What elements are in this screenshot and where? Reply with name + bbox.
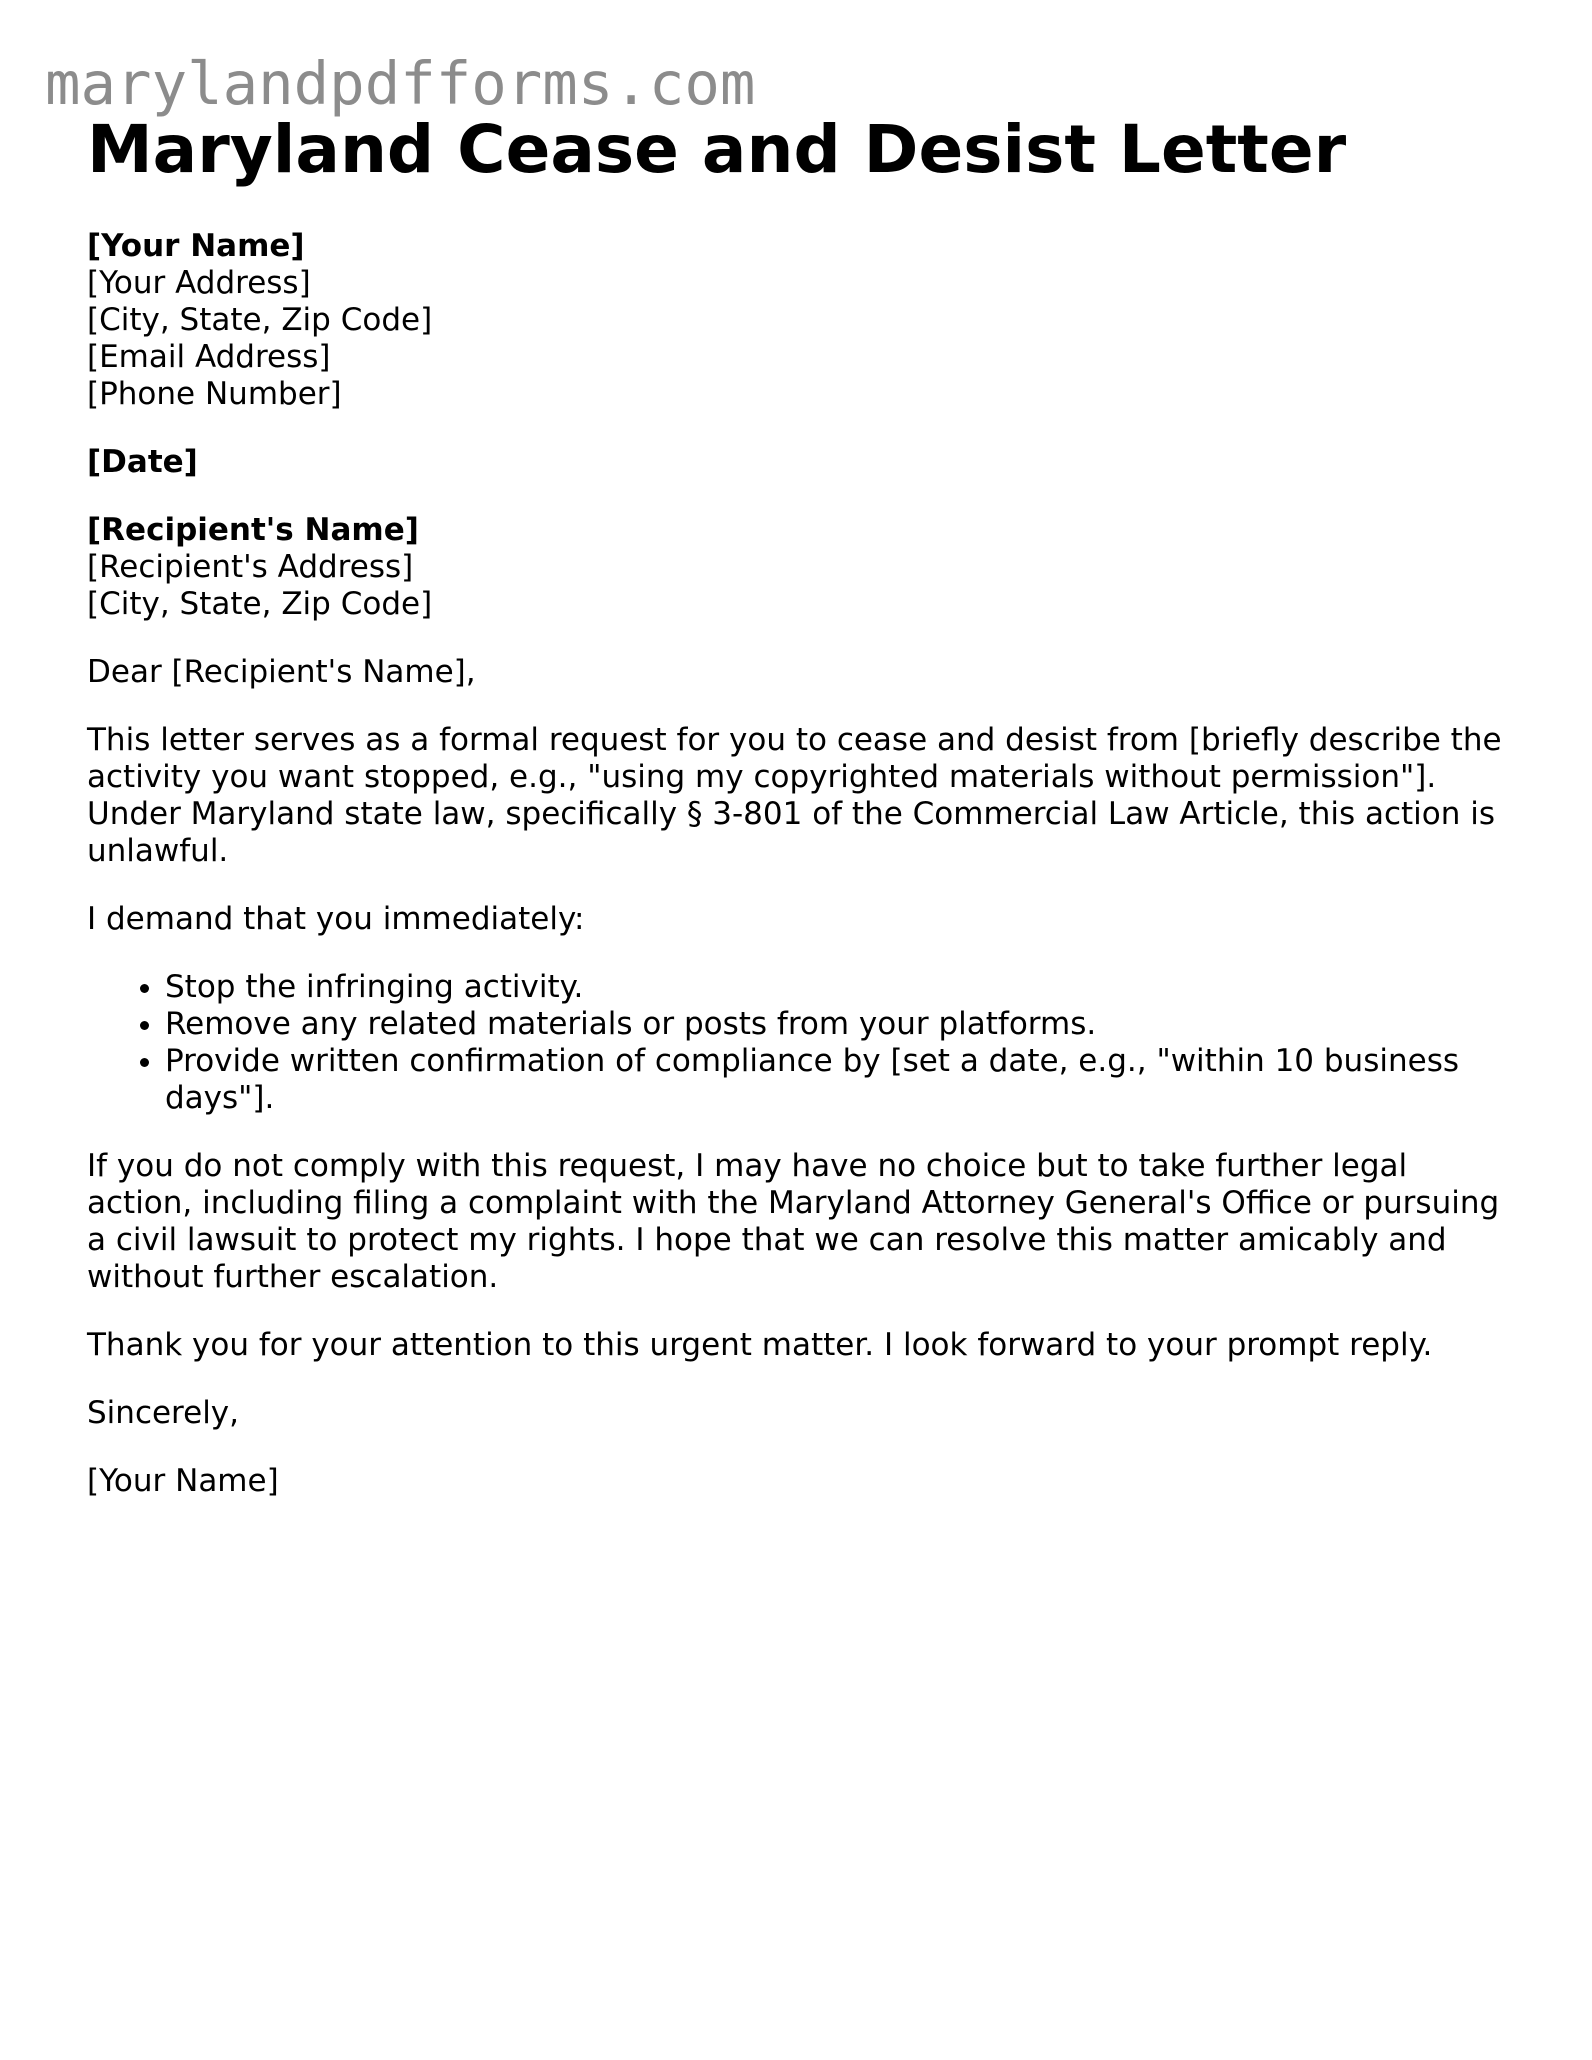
body-paragraph-3-block bbox=[87, 1327, 1507, 1364]
recipient-city-state-zip: [City, State, Zip Code] bbox=[87, 586, 433, 622]
site-watermark: marylandpdfforms.com bbox=[45, 49, 756, 118]
recipient-address: [Recipient's Address] bbox=[87, 549, 414, 585]
sender-phone: [Phone Number] bbox=[87, 376, 342, 412]
sender-address: [Your Address] bbox=[87, 265, 311, 301]
body-paragraph-2-block bbox=[87, 1148, 1507, 1296]
salutation-block bbox=[87, 654, 1507, 691]
signature: [Your Name] bbox=[87, 1463, 279, 1499]
signature-block bbox=[87, 1463, 1507, 1500]
sender-city-state-zip: [City, State, Zip Code] bbox=[87, 302, 433, 338]
letter-page bbox=[87, 108, 1507, 1500]
page-title: Maryland Cease and Desist Letter bbox=[87, 111, 1347, 188]
demand-item: • Remove any related materials or posts from your platforms. bbox=[165, 1006, 1507, 1043]
demands-list bbox=[87, 969, 1507, 1117]
closing: Sincerely, bbox=[87, 1395, 240, 1431]
date-block bbox=[87, 444, 1507, 481]
salutation: Dear [Recipient's Name], bbox=[87, 654, 476, 690]
body-paragraph-3: Thank you for your attention to this urgent matter. I look forward to your prompt reply. bbox=[87, 1327, 1433, 1363]
body-paragraph-2: If you do not comply with this request, I may have no choice but to take further legal action, including filing a complaint with the Maryland Attorney General's Office or pursuing a civil lawsuit to protect my rights. I hope that we can resolve this matter amicably and without further escalation. bbox=[87, 1148, 1500, 1295]
recipient-name: [Recipient's Name] bbox=[87, 512, 419, 548]
demands-block bbox=[87, 969, 1507, 1117]
recipient-block bbox=[87, 512, 1507, 623]
demand-intro: I demand that you immediately: bbox=[87, 901, 585, 937]
sender-email: [Email Address] bbox=[87, 339, 331, 375]
letter-date: [Date] bbox=[87, 444, 198, 480]
sender-name: [Your Name] bbox=[87, 228, 305, 264]
demand-item: • Stop the infringing activity. bbox=[165, 969, 1507, 1006]
body-paragraph-1-block bbox=[87, 722, 1507, 870]
closing-block bbox=[87, 1395, 1507, 1432]
body-paragraph-1: This letter serves as a formal request for you to cease and desist from [briefly describe the activity you want stopped, e.g., "using my copyrighted materials without permission"]. Under Maryland state law, specifically § 3-801 of the Commercial Law Article, this action is unlawful. bbox=[87, 722, 1502, 869]
sender-block bbox=[87, 228, 1507, 413]
demand-intro-block bbox=[87, 901, 1507, 938]
demand-item: • Provide written confirmation of compliance by [set a date, e.g., "within 10 business days"]. bbox=[165, 1043, 1507, 1117]
